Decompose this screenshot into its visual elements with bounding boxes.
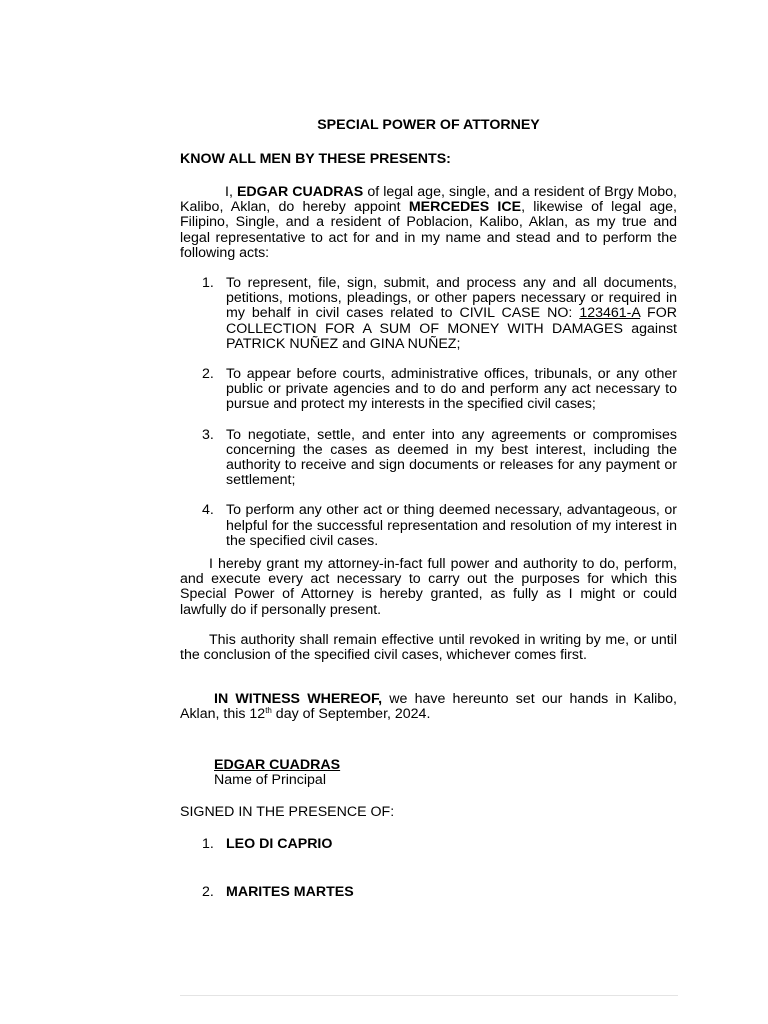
act-text-after: FOR COLLECTION FOR A SUM OF MONEY WITH DAMAGES against PATRICK NUÑEZ and GINA NUÑEZ; <box>226 305 678 352</box>
intro-paragraph <box>180 185 677 261</box>
witness-number: 2. <box>202 883 214 900</box>
intro-prefix: I, <box>225 184 237 200</box>
act-item-4 <box>180 503 677 549</box>
act-item-2 <box>180 367 677 413</box>
principal-name-inline: EDGAR CUADRAS <box>236 184 364 200</box>
presence-label: SIGNED IN THE PRESENCE OF: <box>180 804 395 821</box>
witness-item-1 <box>180 837 677 852</box>
document-heading: KNOW ALL MEN BY THESE PRESENTS: <box>180 151 451 167</box>
act-item-1 <box>180 276 677 352</box>
day-suffix: th <box>265 706 272 716</box>
witness-list <box>180 837 677 899</box>
act-number: 4. <box>202 502 214 519</box>
effectivity-paragraph: This authority shall remain effective until revoked in writing by me, or until the conclusion of the specified civil cases, whichever comes first. <box>180 631 677 664</box>
principal-signature-block <box>214 758 677 788</box>
grant-paragraph: I hereby grant my attorney-in-fact full power and authority to do, perform, and execute every act necessary to carry out the purposes for which this Special Power of Attorney is hereby granted, as fully as I might or could lawfully do if personally present. <box>180 556 677 618</box>
witness-lead: IN WITNESS WHEREOF, <box>214 691 383 708</box>
witness-clause <box>180 692 677 722</box>
act-text: To appear before courts, administrative offices, tribunals, or any other public or private agencies and to do and perform any act necessary to pursue and protect my interests in the specified civil cases; <box>226 366 677 413</box>
witness-name: LEO DI CAPRIO <box>226 836 333 853</box>
act-number: 2. <box>202 366 214 383</box>
principal-signature-name: EDGAR CUADRAS <box>214 756 341 773</box>
act-item-3 <box>180 428 677 489</box>
act-number: 1. <box>202 275 214 292</box>
act-text: To perform any other act or thing deemed necessary, advantageous, or helpful for the successful representation and resolution of my interest in the specified civil cases. <box>226 502 677 549</box>
witness-text-after: day of September, 2024. <box>271 706 431 723</box>
witness-name: MARITES MARTES <box>226 883 354 900</box>
page-bottom-divider <box>180 995 678 996</box>
intro-suffix: , likewise of legal age, Filipino, Single, and a resident of Poblacion, Kalibo, Aklan, as my true and legal representative to act for and in my name and stead and to perform the following acts: <box>180 199 677 261</box>
principal-caption: Name of Principal <box>214 771 326 788</box>
document-body <box>180 117 677 932</box>
act-text-before: To represent, file, sign, submit, and process any and all documents, petitions, motions, pleadings, or other papers necessary or required in my behalf in civil cases related to CIVIL CASE NO: <box>226 275 677 322</box>
attorney-name-inline: MERCEDES ICE <box>408 199 522 216</box>
act-number: 3. <box>202 426 214 443</box>
witness-item-2 <box>180 885 677 900</box>
acts-list <box>180 276 677 549</box>
case-number: 123461-A <box>579 305 641 322</box>
witness-text-before: we have hereunto set our hands in Kalibo, Aklan, this 12 <box>180 691 677 723</box>
witness-number: 1. <box>202 836 214 853</box>
document-title: SPECIAL POWER OF ATTORNEY <box>317 117 540 133</box>
intro-middle: of legal age, single, and a resident of Brgy Mobo, Kalibo, Aklan, do hereby appoint <box>180 184 677 216</box>
act-text: To negotiate, settle, and enter into any agreements or compromises concerning the cases as deemed in my best interest, including the authority to receive and sign documents or releases for any payment or settlement; <box>226 426 677 489</box>
